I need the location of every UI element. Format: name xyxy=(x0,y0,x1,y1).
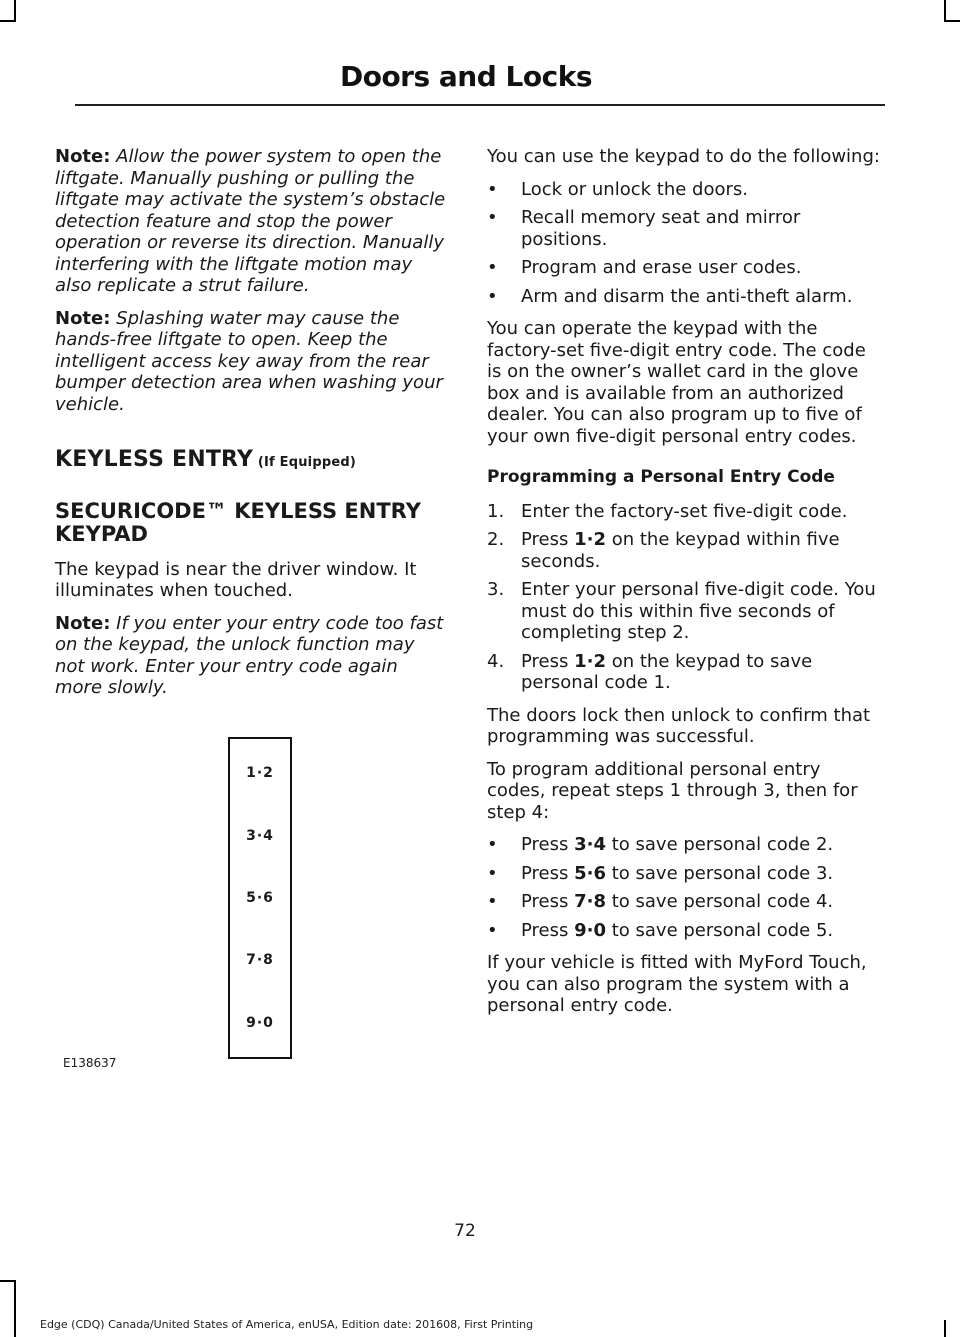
right-column xyxy=(487,146,882,1028)
crop-mark xyxy=(0,20,16,22)
left-column xyxy=(55,146,447,710)
step-item: 3. Enter your personal five-digit code. You must do this within five seconds of completing step 2. xyxy=(487,579,876,643)
crop-mark xyxy=(0,1280,16,1282)
keypad-location-paragraph: The keypad is near the driver window. It illuminates when touched. xyxy=(55,558,417,601)
press-list xyxy=(487,834,882,941)
step-item: 1. Enter the factory-set five-digit code. xyxy=(487,500,848,522)
list-item: • Press 7·8 to save personal code 4. xyxy=(487,891,834,912)
keypad-key: 7·8 xyxy=(246,952,274,968)
section-heading: KEYLESS ENTRY (If Equipped) xyxy=(55,447,356,472)
list-item: • Recall memory seat and mirror positions. xyxy=(487,207,801,250)
crop-mark xyxy=(14,0,16,22)
keypad-key: 9·0 xyxy=(246,1015,274,1031)
figure-id: E138637 xyxy=(63,1056,117,1070)
crop-mark xyxy=(944,0,946,22)
keypad-illustration xyxy=(228,737,292,1059)
additional-codes-paragraph: To program additional personal entry codes, repeat steps 1 through 3, then for step 4: xyxy=(487,758,858,823)
list-item: • Press 5·6 to save personal code 3. xyxy=(487,862,834,884)
intro-paragraph: You can use the keypad to do the following: xyxy=(487,146,880,167)
factory-code-paragraph: You can operate the keypad with the factory-set five-digit entry code. The code is on the owner’s wallet card in the glove box and is available from an authorized dealer. You can also program up to five of your own five-digit personal entry codes. xyxy=(487,318,866,447)
subsection-heading: SECURICODE™ KEYLESS ENTRY KEYPAD xyxy=(55,498,421,546)
header-divider xyxy=(75,104,885,106)
note-splashing-water: Note: Splashing water may cause the hands-free liftgate to open. Keep the intelligent access key away from the rear bumper detection area when washing your vehicle. xyxy=(55,307,443,415)
page-title: Doors and Locks xyxy=(339,60,592,93)
note-entry-speed: Note: If you enter your entry code too fast on the keypad, the unlock function may not work. Enter your entry code again more slowly. xyxy=(55,612,444,698)
list-item: • Program and erase user codes. xyxy=(487,257,802,278)
list-item: • Arm and disarm the anti-theft alarm. xyxy=(487,285,853,307)
crop-mark xyxy=(14,1280,16,1337)
keypad-key: 5·6 xyxy=(246,890,274,906)
list-item: • Lock or unlock the doors. xyxy=(487,178,748,200)
keypad-key: 3·4 xyxy=(246,828,274,844)
myford-paragraph: If your vehicle is fitted with MyFord Touch, you can also program the system with a personal entry code. xyxy=(487,952,867,1016)
step-item: 4. Press 1·2 on the keypad to save personal code 1. xyxy=(487,650,813,693)
crop-mark xyxy=(944,1320,946,1337)
step-item: 2. Press 1·2 on the keypad within five seconds. xyxy=(487,529,840,572)
crop-mark xyxy=(944,20,960,22)
list-item: • Press 3·4 to save personal code 2. xyxy=(487,834,834,855)
keypad-key: 1·2 xyxy=(246,765,274,781)
footer-text: Edge (CDQ) Canada/United States of America, enUSA, Edition date: 201608, First Printing xyxy=(40,1318,534,1331)
note-liftgate: Note: Allow the power system to open the liftgate. Manually pushing or pulling the liftgate may activate the system’s obstacle detection feature and stop the power operation or reverse its direction. Manually interfering with the liftgate motion may also replicate a strut failure. xyxy=(55,146,446,296)
page-number: 72 xyxy=(454,1221,476,1241)
list-item: • Press 9·0 to save personal code 5. xyxy=(487,919,834,941)
feature-list xyxy=(487,179,882,308)
confirm-paragraph: The doors lock then unlock to confirm that programming was successful. xyxy=(487,704,871,747)
programming-heading: Programming a Personal Entry Code xyxy=(487,467,835,487)
programming-steps xyxy=(487,501,882,694)
